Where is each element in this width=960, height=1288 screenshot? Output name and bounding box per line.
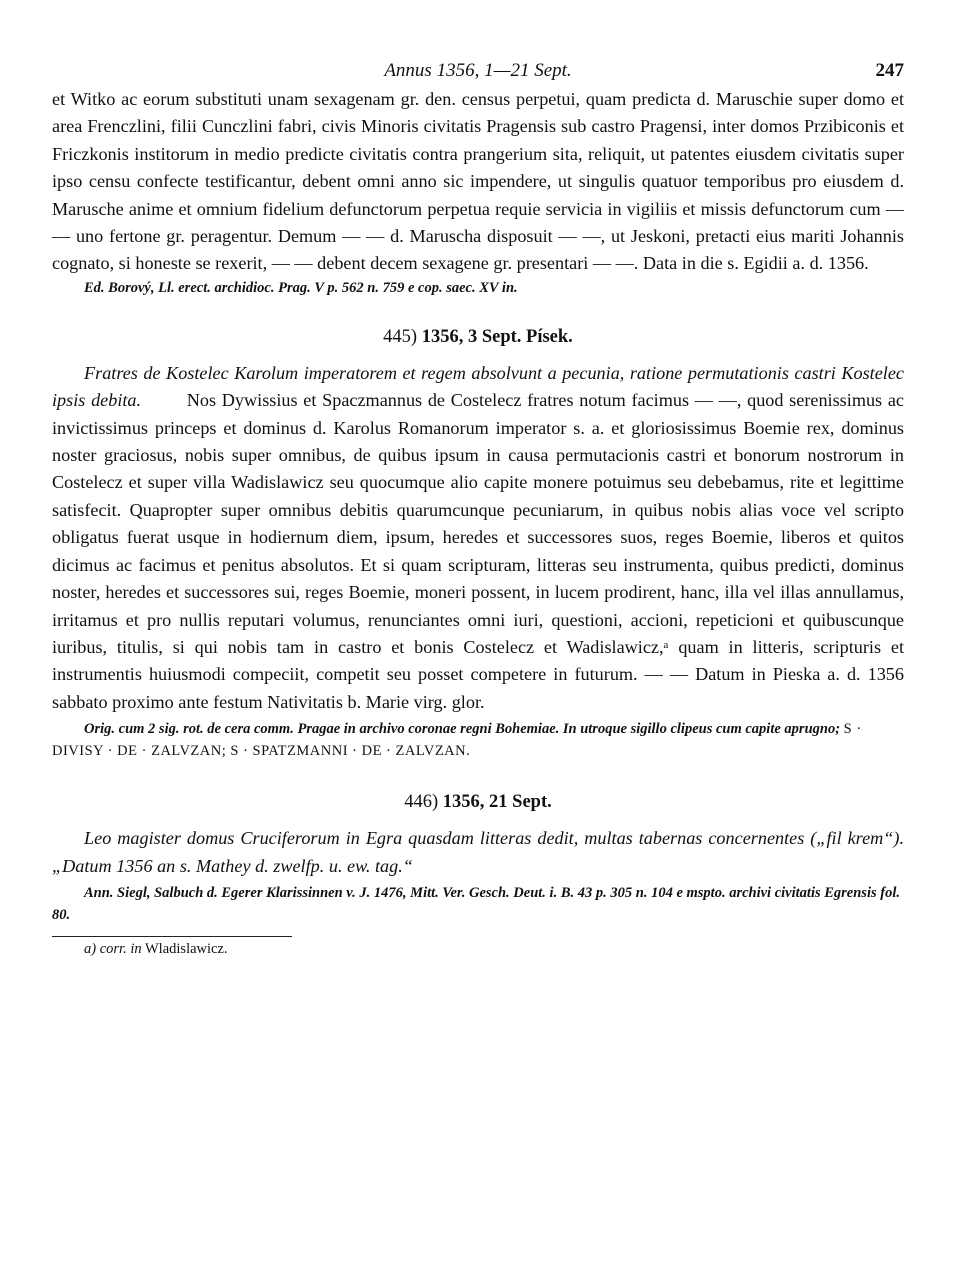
entry-446-source [52, 882, 904, 926]
entry-446-heading [52, 792, 904, 813]
entry-445-text: Nos Dywissius et Spaczmannus de Costelecz fratres notum facimus — —, quod serenissimus ac invictissimus princeps et dominus d. Karolus Romanorum imperator s. a. et gloriosissimus Boemie rex, dominus noster graciosus, nobis super omnibus, de quibus ipsum in causa permutacionis castri et bonorum nostrorum in Costelecz et super villa Wadislawicz seu quocumque alio capite monere potuimus seu debebamus, rite et legittime satisfecit. Quapropter super omnibus debitis quarumcunque pecuniarum, in quibus nobis alias voce vel scripto obligatus fuerat usque in hodiernum diem, ipsum, heredes et successores suos, reges Boemie, liberos et quitos dicimus ac facimus et penitus absolutos. Et si quam scripturam, litteras seu instrumenta, quibus predicti, dominus noster, heredes et successores sui, reges Boemie, moneri possent, in lucem prodirent, hanc, illa vel illas annullamus, irritamus et pro nullis reputari volumus, renunciantes omni iuri, questioni, accioni, repeticioni et quibuscunque iuribus, titulis, si qui nobis tam in castro et bonis Costelecz et Wadislawicz,ᵃ quam in litteris, scripturis et instrumentis huiusmodi compeciit, competit seu posset competere in futurum. — — Datum in Pieska a. d. 1356 sabbato proximo ante festum Nativitatis b. Marie virg. glor. [52, 390, 904, 712]
entry-446-body [52, 825, 904, 880]
entry-445-source-note: Orig. cum 2 sig. rot. de cera comm. Pragae in archivo coronae regni Bohemiae. In utroque sigillo clipeus cum capite aprugno; [84, 721, 841, 738]
entry-445-number: 445) [383, 326, 418, 347]
entry-445-source [52, 718, 904, 762]
entry-444-edition-note: Ed. Borový, Ll. erect. archidioc. Prag. V p. 562 n. 759 e cop. saec. XV in. [84, 279, 518, 296]
footnote-marker: a) [84, 940, 97, 957]
document-page [52, 56, 904, 958]
entry-445-date-place: 1356, 3 Sept. Písek. [421, 326, 573, 347]
page-header [52, 56, 904, 86]
entry-445-heading [52, 327, 904, 348]
footnote-rule [52, 936, 292, 937]
footnote [84, 941, 904, 958]
page-number: 247 [875, 60, 904, 81]
entry-445-body [52, 360, 904, 716]
entry-444-continuation [52, 86, 904, 278]
entry-446-regest: Leo magister domus Cruciferorum in Egra quasdam litteras dedit, multas tabernas concernentes („fil krem“). „Datum 1356 an s. Mathey d. zwelfp. u. ew. tag.“ [52, 828, 904, 876]
entry-444-text: et Witko ac eorum substituti unam sexagenam gr. den. census perpetui, quam predicta d. Maruschie super domo et area Frenczlini, filii Cunczlini fabri, civis Minoris civitatis Pragensis sub castro Pragensi, inter domos Przibiconis et Friczkonis institorum in medio predicte civitatis contra prangerium sita, reliquit, ut patentes eiusdem civitatis super ipso censu confecte testificantur, debent omni anno sic impendere, ut singulis quatuor temporibus pro eiusdem d. Marusche anime et omnium fidelium defunctorum perpetua requie servicia in vigiliis et missis defunctorum cum — — uno fertone gr. peragentur. Demum — — d. Maruscha disposuit — —, ut Jeskoni, pretacti eius mariti Johannis cognato, si honeste se rexerit, — — debent decem sexagene gr. presentari — —. Data in die s. Egidii a. d. 1356. [52, 89, 904, 274]
footnote-label: corr. in [99, 940, 142, 957]
entry-446-number: 446) [404, 792, 439, 813]
entry-446-date-place: 1356, 21 Sept. [442, 792, 552, 813]
running-title: Annus 1356, 1—21 Sept. [384, 60, 572, 81]
footnote-text: Wladislawicz. [145, 940, 228, 957]
entry-445-seal-legend: S · DIVISY · DE · ZALVZAN; S · SPATZMANNI · DE · ZALVZAN. [52, 721, 862, 760]
entry-445-regest: Fratres de Kostelec Karolum imperatorem et regem absolvunt a pecunia, ratione permutationis castri Kostelec ipsis debita. [52, 362, 904, 411]
entry-446-source-note: Ann. Siegl, Salbuch d. Egerer Klarissinnen v. J. 1476, Mitt. Ver. Gesch. Deut. i. B. 43 p. 305 n. 104 e mspto. archivi civitatis Egrensis fol. 80. [52, 884, 900, 923]
